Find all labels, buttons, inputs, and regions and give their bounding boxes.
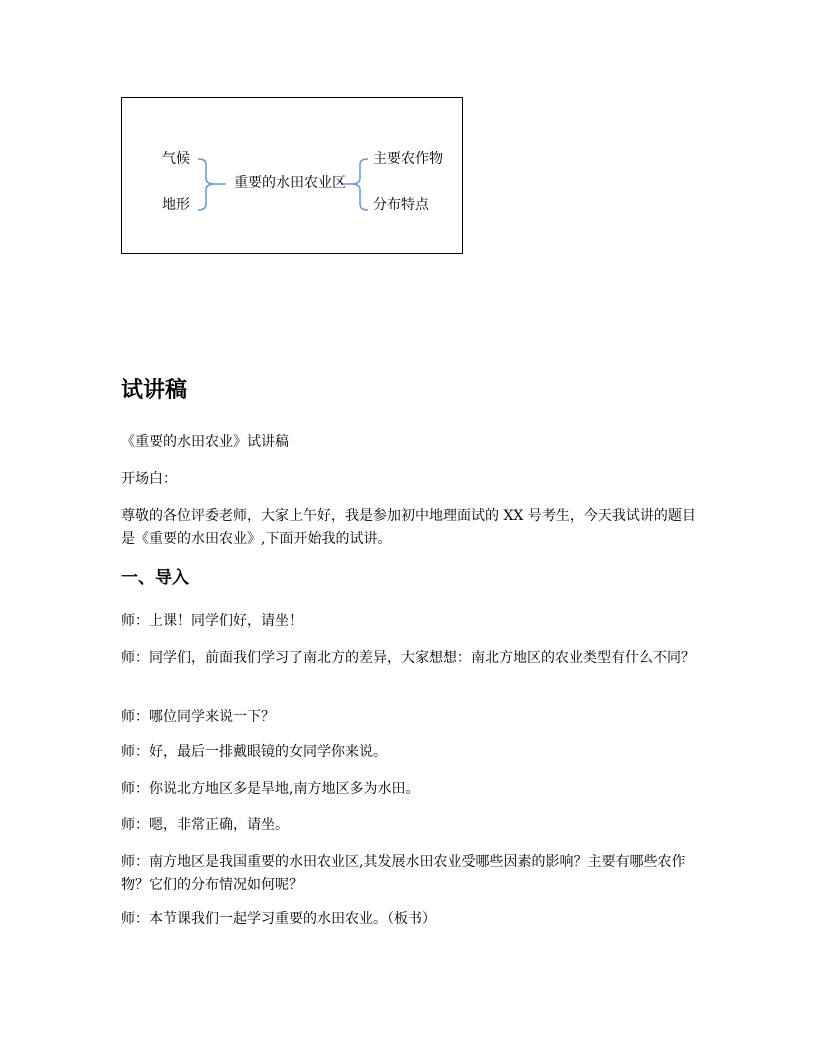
- dialogue-line: 师：哪位同学来说一下？: [121, 709, 275, 725]
- dialogue-line: 师：南方地区是我国重要的水田农业区,其发展水田农业受哪些因素的影响？主要有哪些农作物？它们的分布情况如何呢？: [121, 854, 686, 893]
- dialogue-line: 师：本节课我们一起学习重要的水田农业。（板书）: [121, 911, 436, 927]
- label-center: 重要的水田农业区: [234, 175, 346, 191]
- dialogue-line: 师：你说北方地区多是旱地,南方地区多为水田。: [121, 781, 420, 797]
- dialogue-line: 师：好，最后一排戴眼镜的女同学你来说。: [121, 744, 387, 760]
- dialogue-line: 师：嗯，非常正确，请坐。: [121, 817, 289, 833]
- label-distribution: 分布特点: [373, 197, 429, 213]
- dialogue-line: 师：同学们，前面我们学习了南北方的差异，大家想想：南北方地区的农业类型有什么不同？: [121, 650, 695, 666]
- paragraph-lecture-title: 《重要的水田农业》试讲稿: [121, 434, 289, 450]
- paragraph-introduction: 尊敬的各位评委老师，大家上午好，我是参加初中地理面试的 XX 号考生，今天我试讲的题目是《重要的水田农业》,下面开始我的试讲。: [121, 508, 696, 547]
- label-terrain: 地形: [162, 197, 190, 213]
- section-heading-intro: 一、导入: [121, 568, 189, 588]
- dialogue-line: 师：上课！同学们好，请坐！: [121, 613, 303, 629]
- label-main-crops: 主要农作物: [373, 151, 443, 167]
- right-bracket: [352, 159, 368, 210]
- concept-diagram: [121, 97, 463, 254]
- paragraph-opening: 开场白：: [121, 471, 177, 487]
- page-title: 试讲稿: [121, 378, 188, 403]
- left-bracket: [198, 159, 214, 210]
- label-climate: 气候: [162, 151, 190, 167]
